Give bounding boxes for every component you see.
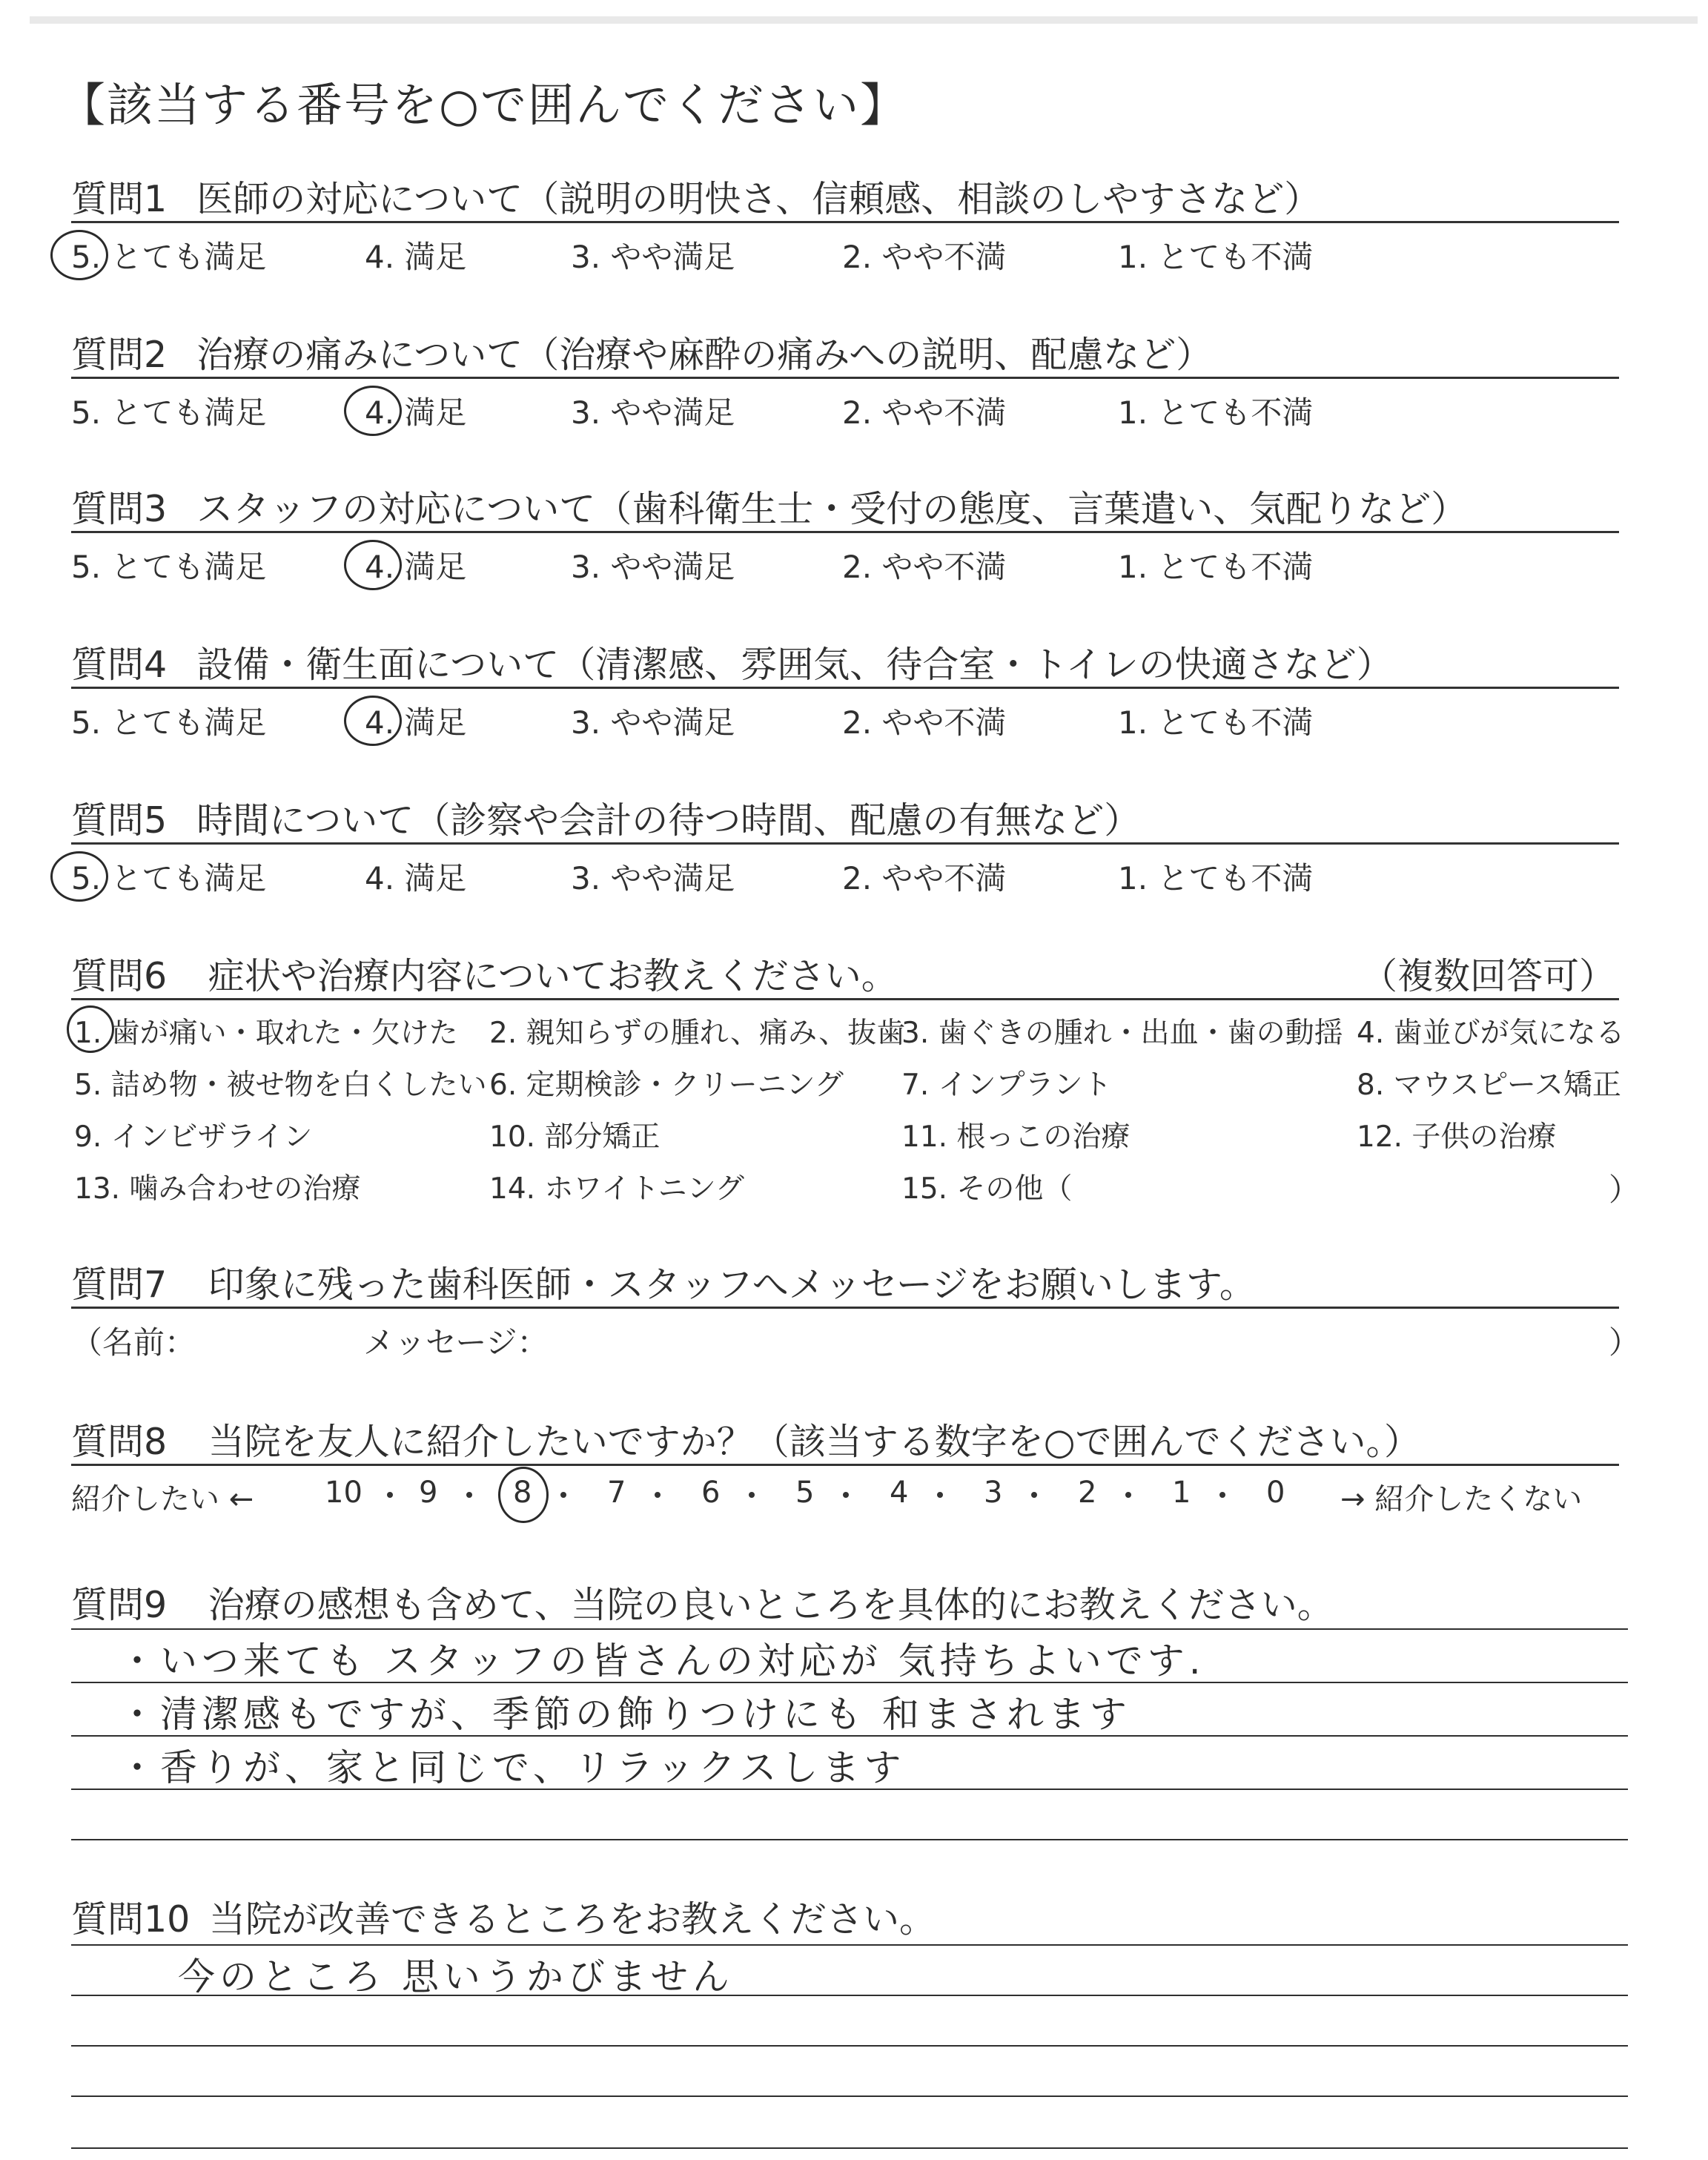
q6-item-5[interactable]: 5. 詰め物・被せ物を白くしたい <box>74 1069 487 1102</box>
q1-answer-circle <box>50 230 108 280</box>
q10-label: 質問10 <box>71 1898 191 1941</box>
q8-scale-4[interactable]: 4 <box>890 1476 909 1510</box>
q4-option-5[interactable]: 5. とても満足 <box>71 704 267 741</box>
q6-answer-circle <box>67 1005 114 1053</box>
q1-option-4[interactable]: 4. 満足 <box>365 239 467 275</box>
q4-label: 質問4 <box>71 644 168 686</box>
q6-item-9[interactable]: 9. インビザライン <box>74 1120 313 1154</box>
q9-answer-3: ・香りが、家と同じで、リラックスします <box>119 1746 906 1789</box>
q8-scale-2[interactable]: 2 <box>1078 1476 1097 1510</box>
q7-label: 質問7 <box>71 1264 168 1306</box>
q8-scale-8[interactable]: 8 <box>513 1476 532 1510</box>
q5-option-4[interactable]: 4. 満足 <box>365 860 467 896</box>
q5-option-2[interactable]: 2. やや不満 <box>842 860 1007 896</box>
q6-label: 質問6 <box>71 955 168 997</box>
q10-text: 当院が改善できるところをお教えください。 <box>208 1898 936 1941</box>
q8-scale-3[interactable]: 3 <box>984 1476 1003 1510</box>
q4-answer-circle <box>344 696 402 746</box>
q6-note: （複数回答可） <box>1361 955 1616 997</box>
q4-option-4[interactable]: 4. 満足 <box>365 704 467 741</box>
q8-scale-6[interactable]: 6 <box>701 1476 721 1510</box>
q10-answer-1: 今のところ 思いうかびません <box>178 1955 734 1998</box>
q5-label: 質問5 <box>71 799 168 842</box>
q2-option-2[interactable]: 2. やや不満 <box>842 394 1007 431</box>
q8-scale-7[interactable]: 7 <box>607 1476 626 1510</box>
q8-scale-1[interactable]: 1 <box>1172 1476 1191 1510</box>
q1-option-5[interactable]: 5. とても満足 <box>71 239 267 275</box>
q3-label: 質問3 <box>71 488 168 530</box>
q3-option-3[interactable]: 3. やや満足 <box>571 549 735 585</box>
q7-message-label: メッセージ： <box>363 1324 549 1361</box>
q8-scale-5[interactable]: 5 <box>795 1476 815 1510</box>
q8-scale-separator <box>937 1492 943 1498</box>
q4-option-2[interactable]: 2. やや不満 <box>842 704 1007 741</box>
q3-header <box>71 480 1467 532</box>
q8-answer-circle <box>498 1467 549 1523</box>
q9-line <box>71 1628 1628 1630</box>
q4-text: 設備・衛生面について（清潔感、雰囲気、待合室・トイレの快適さなど） <box>196 644 1393 686</box>
q1-option-3[interactable]: 3. やや満足 <box>571 239 735 275</box>
q6-header <box>71 948 898 1000</box>
q6-item-6[interactable]: 6. 定期検診・クリーニング <box>489 1069 844 1102</box>
q2-text: 治療の痛みについて（治療や麻酔の痛みへの説明、配慮など） <box>196 334 1213 376</box>
q7-name-label: （名前： <box>71 1324 196 1361</box>
q6-text: 症状や治療内容についてお教えください。 <box>208 955 898 997</box>
q2-answer-circle <box>344 386 402 436</box>
q6-item-4[interactable]: 4. 歯並びが気になる <box>1357 1017 1625 1050</box>
q2-header <box>71 326 1212 378</box>
q8-scale-separator <box>1125 1492 1131 1498</box>
q3-rule <box>71 531 1619 533</box>
scan-edge <box>30 16 1698 24</box>
q8-scale-separator <box>655 1492 661 1498</box>
q5-answer-circle <box>50 851 108 902</box>
q8-scale-separator <box>843 1492 849 1498</box>
q8-left-label: 紹介したい ← <box>71 1482 254 1516</box>
q9-answer-2: ・清潔感もですが、季節の飾りつけにも 和まされます <box>119 1693 1131 1736</box>
q5-option-5[interactable]: 5. とても満足 <box>71 860 267 896</box>
q10-header <box>71 1891 936 1943</box>
q3-answer-circle <box>344 540 402 590</box>
q6-item-13[interactable]: 13. 噛み合わせの治療 <box>74 1172 361 1206</box>
q6-item-7[interactable]: 7. インプラント <box>901 1069 1112 1102</box>
q5-header <box>71 792 1140 844</box>
q7-rule <box>71 1307 1619 1309</box>
q8-rule <box>71 1464 1619 1466</box>
q1-label: 質問1 <box>71 178 168 220</box>
q9-text: 治療の感想も含めて、当院の良いところを具体的にお教えください。 <box>208 1584 1334 1626</box>
q6-close-paren: ） <box>1609 1172 1641 1208</box>
q8-header <box>71 1413 1420 1465</box>
q2-option-5[interactable]: 5. とても満足 <box>71 394 267 431</box>
q10-line <box>71 2045 1628 2047</box>
q5-option-1[interactable]: 1. とても不満 <box>1118 860 1314 896</box>
q3-option-1[interactable]: 1. とても不満 <box>1118 549 1314 585</box>
q1-rule <box>71 221 1619 223</box>
q9-label: 質問9 <box>71 1584 168 1626</box>
q7-header <box>71 1256 1256 1308</box>
q4-option-3[interactable]: 3. やや満足 <box>571 704 735 741</box>
page-title: 【該当する番号を○で囲んでください】 <box>59 78 908 132</box>
q3-option-4[interactable]: 4. 満足 <box>365 549 467 585</box>
q3-text: スタッフの対応について（歯科衛生士・受付の態度、言葉遣い、気配りなど） <box>196 488 1468 530</box>
q8-scale-separator <box>749 1492 755 1498</box>
q3-option-5[interactable]: 5. とても満足 <box>71 549 267 585</box>
q8-text: 当院を友人に紹介したいですか？（該当する数字を○で囲んでください。） <box>208 1421 1421 1463</box>
q8-scale-separator <box>1031 1492 1037 1498</box>
q6-item-1[interactable]: 1. 歯が痛い・取れた・欠けた <box>74 1017 458 1050</box>
q8-scale-0[interactable]: 0 <box>1266 1476 1285 1510</box>
q5-rule <box>71 842 1619 845</box>
q2-option-3[interactable]: 3. やや満足 <box>571 394 735 431</box>
q6-item-8[interactable]: 8. マウスピース矯正 <box>1357 1069 1621 1102</box>
q10-line <box>71 2147 1628 2149</box>
q10-line <box>71 2095 1628 2097</box>
q8-scale-10[interactable]: 10 <box>325 1476 363 1510</box>
q8-scale-separator <box>387 1492 393 1498</box>
q2-option-1[interactable]: 1. とても不満 <box>1118 394 1314 431</box>
q6-item-14[interactable]: 14. ホワイトニング <box>489 1172 744 1206</box>
q4-header <box>71 636 1393 688</box>
q2-option-4[interactable]: 4. 満足 <box>365 394 467 431</box>
q5-text: 時間について（診察や会計の待つ時間、配慮の有無など） <box>196 799 1141 842</box>
q2-rule <box>71 377 1619 379</box>
q8-right-label: → 紹介したくない <box>1340 1482 1583 1516</box>
q5-option-3[interactable]: 3. やや満足 <box>571 860 735 896</box>
q6-item-11[interactable]: 11. 根っこの治療 <box>901 1120 1131 1154</box>
q8-label: 質問8 <box>71 1421 168 1463</box>
q9-answer-1: ・いつ来ても スタッフの皆さんの対応が 気持ちよいです. <box>119 1639 1205 1682</box>
q4-rule <box>71 687 1619 689</box>
q9-line <box>71 1839 1628 1840</box>
q4-option-1[interactable]: 1. とても不満 <box>1118 704 1314 741</box>
q7-close-paren: ） <box>1609 1324 1641 1361</box>
q1-option-2[interactable]: 2. やや不満 <box>842 239 1007 275</box>
q10-line <box>71 1944 1628 1946</box>
q9-header <box>71 1576 1334 1628</box>
q6-item-3[interactable]: 3. 歯ぐきの腫れ・出血・歯の動揺 <box>901 1017 1343 1050</box>
q6-item-15[interactable]: 15. その他（ <box>901 1172 1073 1206</box>
q6-item-12[interactable]: 12. 子供の治療 <box>1357 1120 1557 1154</box>
q1-header <box>71 171 1320 222</box>
q8-scale-separator <box>560 1492 566 1498</box>
q3-option-2[interactable]: 2. やや不満 <box>842 549 1007 585</box>
q7-text: 印象に残った歯科医師・スタッフへメッセージをお願いします。 <box>208 1264 1256 1306</box>
q1-text: 医師の対応について（説明の明快さ、信頼感、相談のしやすさなど） <box>196 178 1321 220</box>
q1-option-1[interactable]: 1. とても不満 <box>1118 239 1314 275</box>
q6-item-10[interactable]: 10. 部分矯正 <box>489 1120 661 1154</box>
q2-label: 質問2 <box>71 334 168 376</box>
q8-scale-9[interactable]: 9 <box>419 1476 438 1510</box>
q6-item-2[interactable]: 2. 親知らずの腫れ、痛み、抜歯 <box>489 1017 906 1050</box>
q6-rule <box>71 998 1619 1000</box>
q8-scale-separator <box>466 1492 472 1498</box>
q8-scale-separator <box>1219 1492 1225 1498</box>
